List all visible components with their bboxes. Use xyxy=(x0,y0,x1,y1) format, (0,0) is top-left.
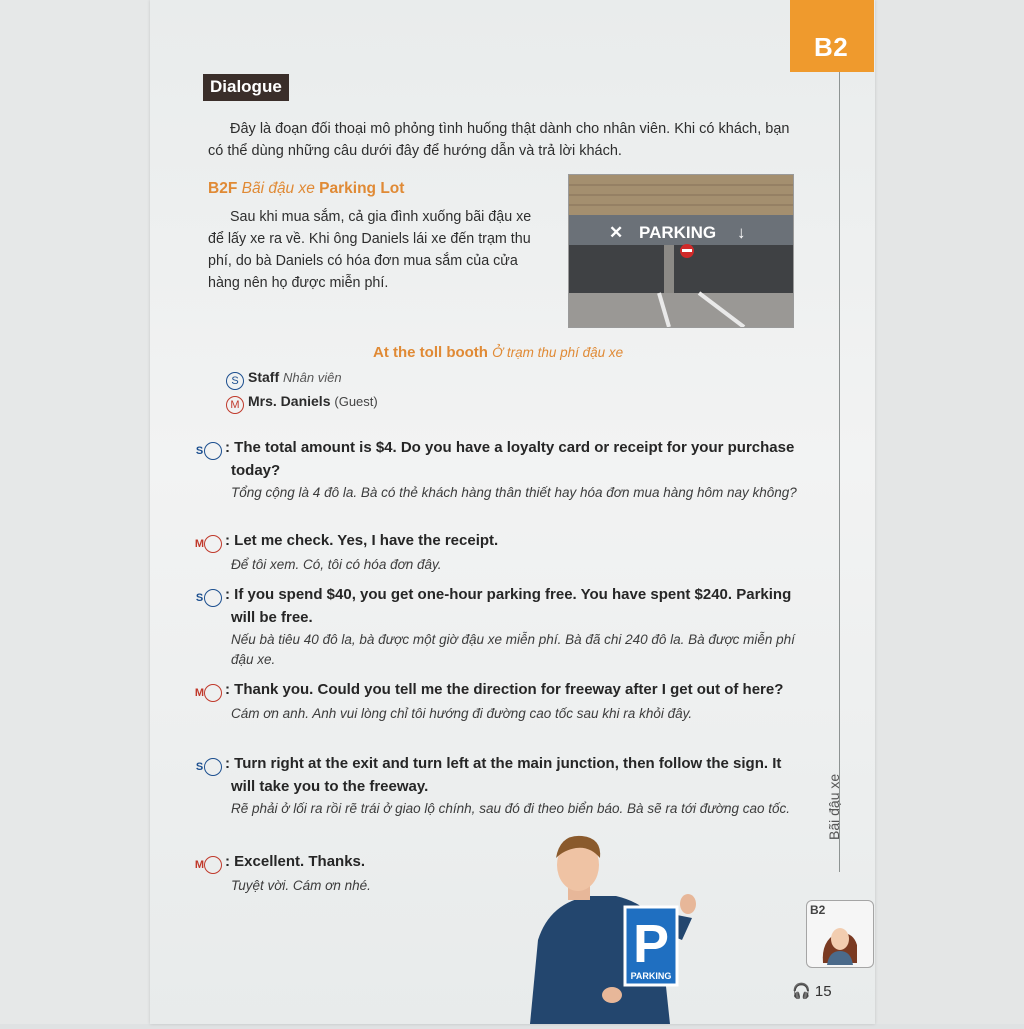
role-name: Staff xyxy=(248,369,280,385)
dialogue-turn xyxy=(195,584,804,670)
parking-garage-photo xyxy=(568,174,794,328)
role-note: (Guest) xyxy=(334,394,378,409)
turn-english: : Let me check. Yes, I have the receipt. xyxy=(225,532,499,549)
scene-title-vi: Ở trạm thu phí đậu xe xyxy=(492,345,624,360)
section-title-vi: Bãi đậu xe xyxy=(241,180,315,197)
turn-vietnamese: Tổng cộng là 4 đô la. Bà có thẻ khách hàng thân thiết hay hóa đơn mua hàng hôm nay không? xyxy=(231,485,797,500)
turn-vietnamese: Tuyệt vời. Cám ơn nhé. xyxy=(231,878,371,893)
section-title-en: Parking Lot xyxy=(319,180,405,197)
speaker-badge: S xyxy=(204,442,222,460)
section-heading xyxy=(208,180,404,198)
chapter-tab-label: B2 xyxy=(814,32,849,62)
man-sign-letter: P xyxy=(632,914,670,974)
man-sign-text: PARKING xyxy=(630,971,672,981)
mini-tab-label: B2 xyxy=(810,903,826,917)
dialogue-turn xyxy=(194,530,804,575)
scene-heading xyxy=(373,344,623,361)
woman-avatar-icon xyxy=(807,901,873,967)
intro-paragraph: Đây là đoạn đối thoại mô phỏng tình huống thật dành cho nhân viên. Khi có khách, bạn có thể dùng những câu dưới đây để hướng dẫn và trả lời khách. xyxy=(208,121,790,159)
role-name: Mrs. Daniels xyxy=(248,393,331,409)
turn-english: : The total amount is $4. Do you have a loyalty card or receipt for your purchase today? xyxy=(225,439,795,479)
role-staff xyxy=(226,369,342,390)
page-gutter-left xyxy=(0,0,150,1024)
svg-text:✕: ✕ xyxy=(609,223,624,242)
headphones-icon: 🎧 xyxy=(792,983,811,1000)
dialogue-turn xyxy=(194,679,804,724)
turn-english: : Turn right at the exit and turn left at the main junction, then follow the sign. It will take you to the freeway. xyxy=(225,755,782,795)
dialogue-turn xyxy=(195,437,804,503)
speaker-badge: M xyxy=(226,396,244,414)
dialogue-heading: Dialogue xyxy=(203,74,289,101)
turn-english: : If you spend $40, you get one-hour parking free. You have spent $240. Parking will be free. xyxy=(225,586,792,626)
speaker-badge: M xyxy=(204,535,222,553)
margin-rule xyxy=(839,72,840,872)
page-number-text: 15 xyxy=(814,983,832,1000)
speaker-badge: S xyxy=(204,758,222,776)
turn-english: : Excellent. Thanks. xyxy=(225,853,366,870)
turn-english: : Thank you. Could you tell me the direction for freeway after I get out of here? xyxy=(225,681,784,698)
turn-vietnamese: Rẽ phải ở lối ra rồi rẽ trái ở giao lộ chính, sau đó đi theo biển báo. Bà sẽ ra tới đường cao tốc. xyxy=(231,801,791,816)
turn-vietnamese: Nếu bà tiêu 40 đô la, bà được một giờ đậu xe miễn phí. Bà đã chi 240 đô la. Bà được miễn phí đậu xe. xyxy=(231,632,795,667)
man-holding-parking-sign xyxy=(520,830,720,1024)
section-code: B2F xyxy=(208,180,238,197)
speaker-badge: M xyxy=(204,856,222,874)
chapter-tab xyxy=(790,0,874,72)
turn-vietnamese: Để tôi xem. Có, tôi có hóa đơn đây. xyxy=(231,557,442,572)
man-illustration xyxy=(520,830,720,1024)
role-note: Nhân viên xyxy=(283,370,342,385)
parking-garage-illustration xyxy=(569,175,793,327)
speaker-badge: M xyxy=(204,684,222,702)
role-guest xyxy=(226,393,378,414)
speaker-badge: S xyxy=(204,589,222,607)
dialogue-turn xyxy=(195,753,804,819)
page-gutter-right xyxy=(875,0,1024,1024)
side-chapter-label: Bãi đậu xe xyxy=(826,773,842,840)
section-description: Sau khi mua sắm, cả gia đình xuống bãi đậu xe để lấy xe ra về. Khi ông Daniels lái xe đến trạm thu phí, do bà Daniels có hóa đơn mua sắm của cửa hàng nên họ được miễn phí. xyxy=(208,209,532,291)
speaker-badge: S xyxy=(226,372,244,390)
svg-text:↓: ↓ xyxy=(737,223,746,242)
page-number xyxy=(792,982,832,1000)
scene-title-en: At the toll booth xyxy=(373,344,488,361)
chapter-mini-tab xyxy=(806,900,874,968)
turn-vietnamese: Cám ơn anh. Anh vui lòng chỉ tôi hướng đi đường cao tốc sau khi ra khỏi đây. xyxy=(231,706,693,721)
photo-sign-text: PARKING xyxy=(639,223,717,242)
